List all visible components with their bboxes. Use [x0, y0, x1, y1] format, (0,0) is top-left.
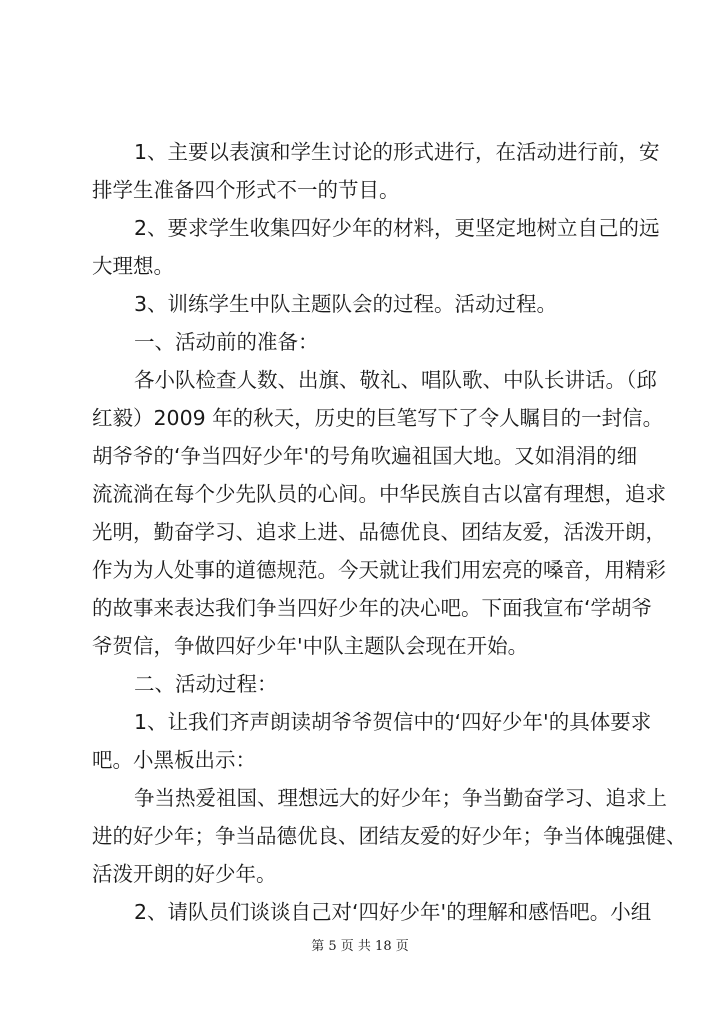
section-heading: 一、活动前的准备： — [134, 330, 319, 354]
paragraph-line: 吧。小黑板出示： — [92, 748, 256, 772]
paragraph-line: 红毅）2009 年的秋天，历史的巨笔写下了令人瞩目的一封信。 — [92, 406, 664, 430]
paragraph-line: 1、主要以表演和学生讨论的形式进行，在活动进行前，安 — [134, 140, 660, 164]
paragraph-line: 光明，勤奋学习、追求上进、品德优良、团结友爱，活泼开朗， — [92, 520, 666, 544]
page-number-footer: 第 5 页 共 18 页 — [311, 939, 409, 954]
paragraph-line: 争当热爱祖国、理想远大的好少年；争当勤奋学习、追求上 — [134, 786, 667, 810]
paragraph-line: 流流淌在每个少先队员的心间。中华民族自古以富有理想，追求 — [92, 482, 666, 506]
paragraph-line: 的故事来表达我们争当四好少年的决心吧。下面我宣布‘学胡爷 — [92, 596, 653, 620]
paragraph-line: 2、要求学生收集四好少年的材料，更坚定地树立自己的远 — [134, 216, 660, 240]
paragraph-line: 各小队检查人数、出旗、敬礼、唱队歌、中队长讲话。（邱 — [134, 368, 657, 392]
paragraph-line: 活泼开朗的好少年。 — [92, 862, 277, 886]
paragraph-line: 进的好少年；争当品德优良、团结友爱的好少年；争当体魄强健、 — [92, 824, 687, 848]
paragraph-line: 作为为人处事的道德规范。今天就让我们用宏亮的嗓音，用精彩 — [92, 558, 666, 582]
paragraph-line: 3、训练学生中队主题队会的过程。活动过程。 — [134, 292, 558, 316]
paragraph-line: 2、请队员们谈谈自己对‘四好少年'的理解和感悟吧。小组 — [134, 900, 652, 924]
paragraph-line: 爷贺信，争做四好少年'中队主题队会现在开始。 — [92, 634, 529, 658]
section-heading: 二、活动过程： — [134, 672, 278, 696]
paragraph-line: 1、让我们齐声朗读胡爷爷贺信中的‘四好少年'的具体要求 — [134, 710, 652, 734]
paragraph-line: 胡爷爷的‘争当四好少年'的号角吹遍祖国大地。又如涓涓的细 — [92, 444, 638, 468]
paragraph-line: 大理想。 — [92, 254, 174, 278]
paragraph-line: 排学生准备四个形式不一的节目。 — [92, 178, 400, 202]
